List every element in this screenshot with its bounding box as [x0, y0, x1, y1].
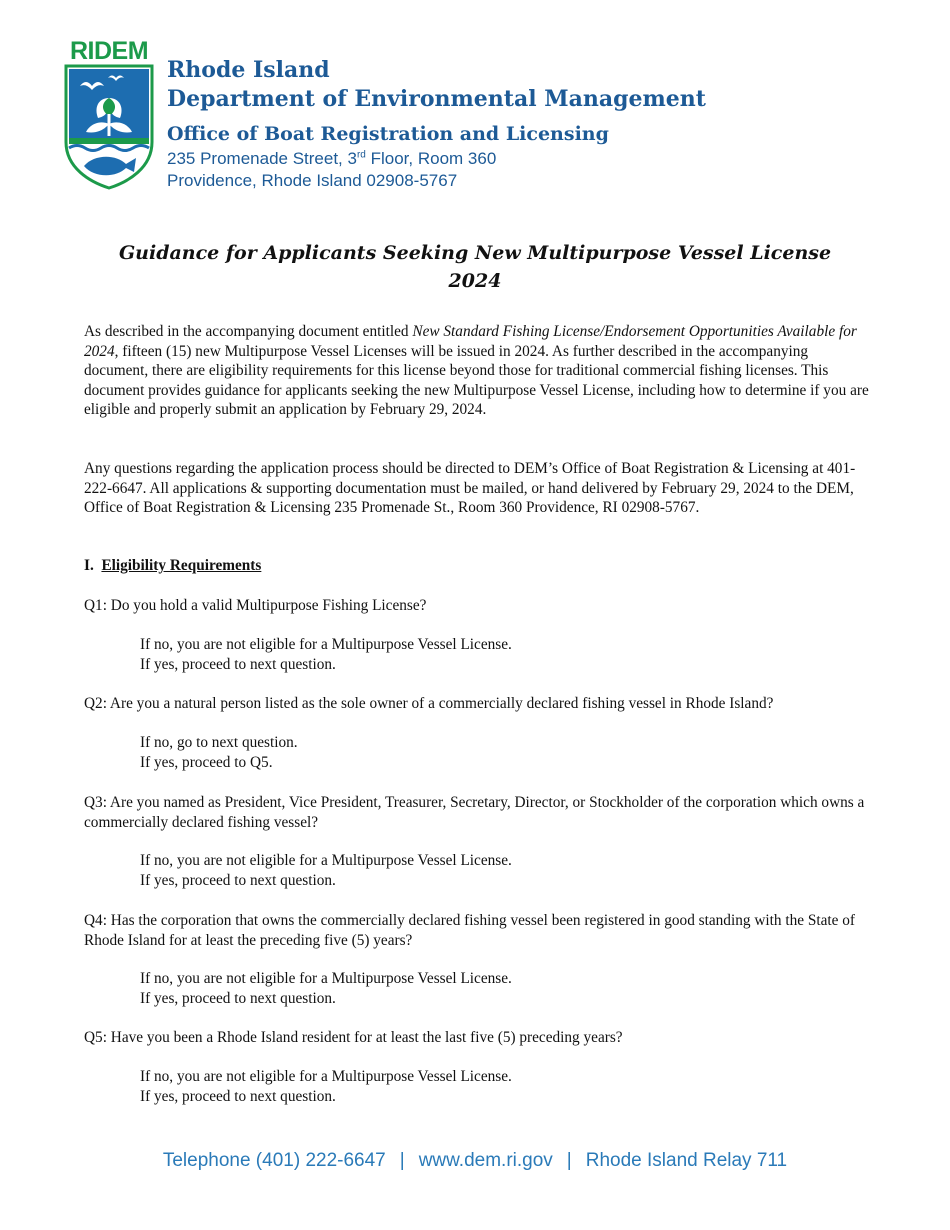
page-footer: Telephone (401) 222-6647 | www.dem.ri.gov | Rhode Island Relay 711: [162, 1150, 788, 1171]
document-year: 2024: [448, 270, 502, 292]
footer-telephone: Telephone (401) 222-6647: [162, 1150, 386, 1171]
footer-website-link[interactable]: www.dem.ri.gov: [418, 1150, 553, 1171]
question-q1: Q1: Do you hold a valid Multipurpose Fishing License?: [84, 597, 427, 614]
ridem-logo: [62, 38, 156, 190]
ridem-shield-icon: [64, 64, 154, 190]
document-title: Guidance for Applicants Seeking New Multipurpose Vessel License: [118, 242, 832, 264]
referenced-document-title: New Standard Fishing License/Endorsement Opportunities Available for 2024: [84, 323, 857, 360]
logo-wordmark: RIDEM: [69, 37, 149, 65]
contact-paragraph: Any questions regarding the application process should be directed to DEM’s Office of Boat Registration & Licensing at 401-222-6647. All applications & supporting documentation must be mailed, or hand delivered by February 29, 2024 to the DEM, Office of Boat Registration & Licensing 235 Promenade St., Room 360 Providence, RI 02908-5767.: [84, 460, 856, 517]
city-address: Providence, Rhode Island 02908-5767: [167, 171, 458, 190]
answer-q3: If no, you are not eligible for a Multipurpose Vessel License. If yes, proceed to next question.: [140, 852, 512, 889]
answer-q2: If no, go to next question. If yes, proceed to Q5.: [140, 734, 298, 771]
question-q5: Q5: Have you been a Rhode Island resident for at least the last five (5) preceding years?: [84, 1029, 623, 1046]
intro-paragraph: As described in the accompanying document entitled New Standard Fishing License/Endorsement Opportunities Available for 2024, fifteen (15) new Multipurpose Vessel Licenses will be issued in 2024. As further described in the accompanying document, there are eligibility requirements for this license beyond those for traditional commercial fishing licenses. This document provides guidance for applicants seeking the new Multipurpose Vessel License, including how to determine if you are eligible and properly submit an application by February 29, 2024.: [84, 323, 869, 419]
street-address: 235 Promenade Street, 3rd Floor, Room 360: [167, 149, 497, 168]
section-heading: I. Eligibility Requirements: [84, 557, 262, 574]
answer-q5: If no, you are not eligible for a Multipurpose Vessel License. If yes, proceed to next question.: [140, 1068, 512, 1105]
department-name: Department of Environmental Management: [167, 86, 706, 112]
answer-q4: If no, you are not eligible for a Multipurpose Vessel License. If yes, proceed to next question.: [140, 970, 512, 1007]
state-name: Rhode Island: [167, 57, 330, 83]
answer-q1: If no, you are not eligible for a Multipurpose Vessel License. If yes, proceed to next question.: [140, 636, 512, 673]
office-name: Office of Boat Registration and Licensing: [167, 123, 609, 145]
footer-relay: Rhode Island Relay 711: [585, 1150, 788, 1171]
question-q2: Q2: Are you a natural person listed as the sole owner of a commercially declared fishing vessel in Rhode Island?: [84, 695, 774, 712]
question-q3: Q3: Are you named as President, Vice President, Treasurer, Secretary, Director, or Stockholder of the corporation which owns a commercially declared fishing vessel?: [84, 794, 865, 831]
question-q4: Q4: Has the corporation that owns the commercially declared fishing vessel been registered in good standing with the State of Rhode Island for at least the preceding five (5) years?: [84, 912, 856, 949]
